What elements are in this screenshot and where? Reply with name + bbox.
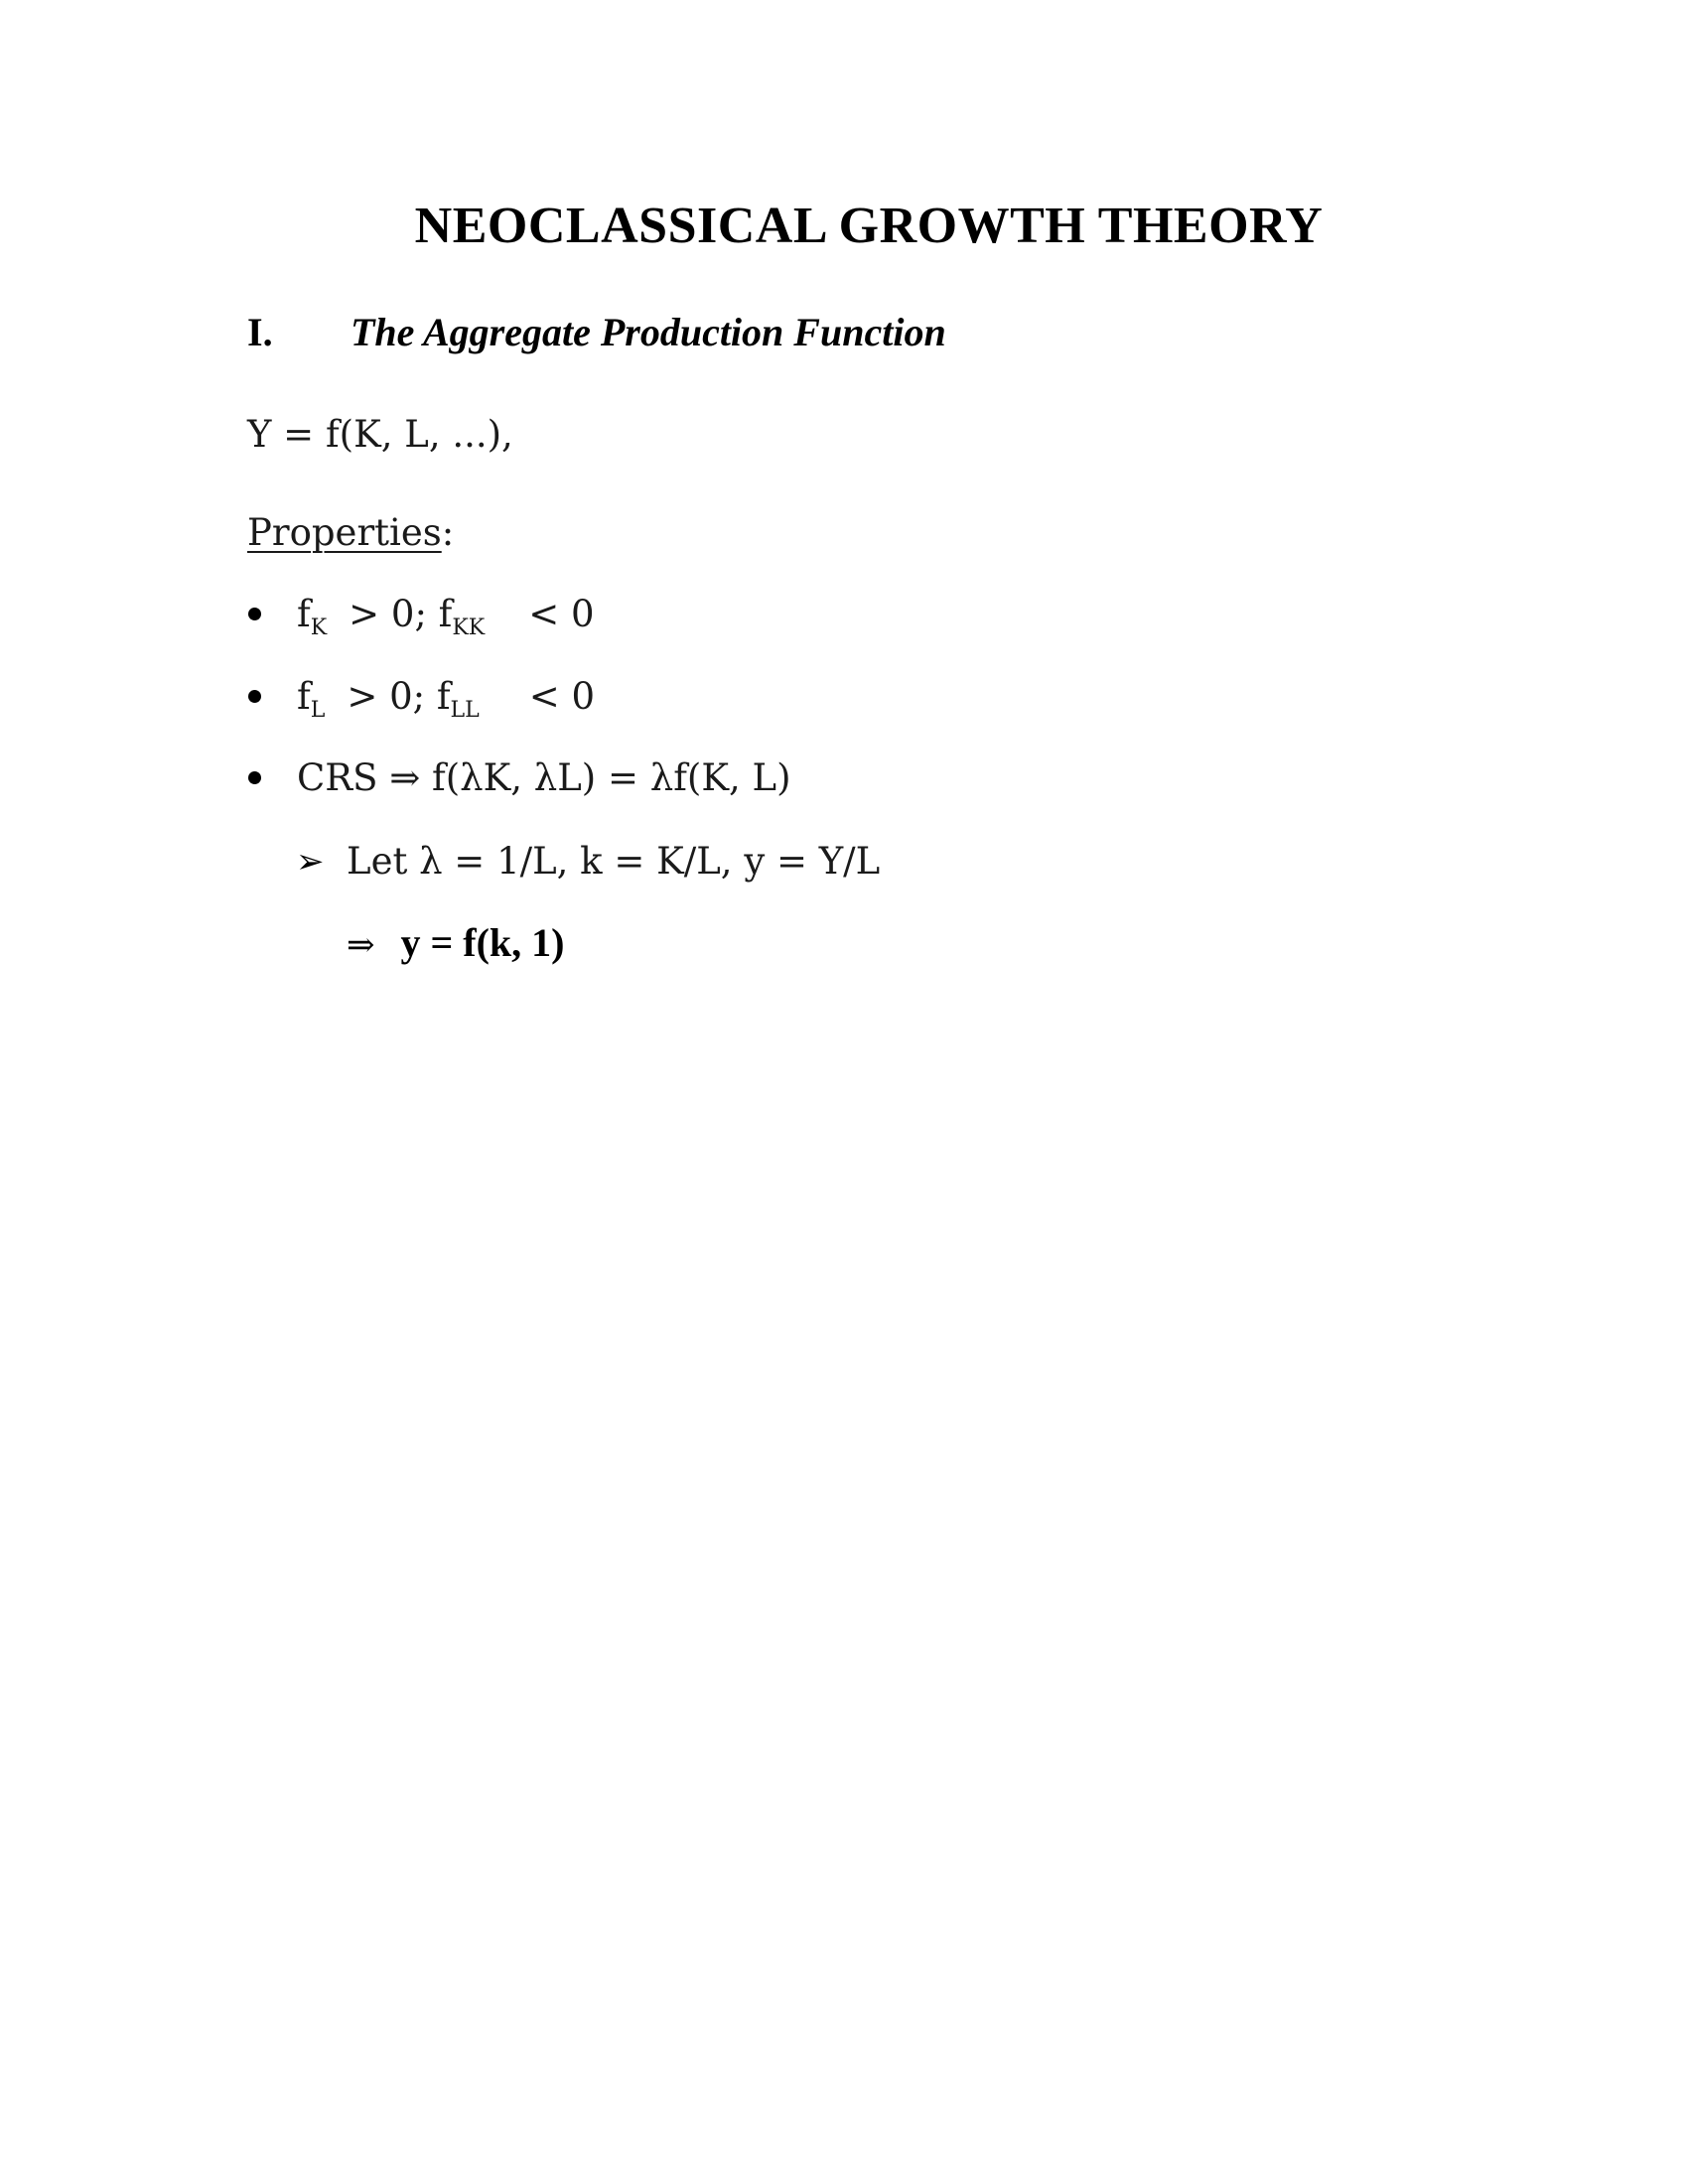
page-title	[0, 197, 1688, 256]
bullet-1-end: < 0	[528, 593, 595, 635]
bullet-icon	[248, 690, 261, 703]
page-title-text: NEOCLASSICAL GROWTH THEORY	[414, 198, 1324, 254]
arrowhead-bullet-icon: ➢	[296, 842, 325, 882]
bullet-item-capital	[297, 590, 595, 639]
bullet-1-sub2: KK	[452, 615, 486, 640]
implies-icon: ⇒	[347, 925, 375, 965]
properties-heading	[247, 508, 454, 558]
properties-label: Properties	[247, 511, 442, 554]
bullet-2-f: f	[297, 675, 311, 718]
production-function-equation: Y = f(K, L, ...),	[247, 413, 513, 456]
bullet-item-crs: CRS ⇒ f(λK, λL) = λf(K, L)	[297, 756, 791, 799]
bullet-2-mid: > 0; f	[347, 675, 451, 718]
bullet-2-end: < 0	[528, 675, 596, 718]
bullet-2-sub1: L	[310, 698, 326, 723]
bullet-icon	[248, 771, 261, 784]
result-line	[347, 918, 565, 970]
intensive-form-equation: y = f(k, 1)	[400, 920, 565, 965]
section-number: I.	[247, 310, 273, 354]
section-heading: The Aggregate Production Function	[351, 310, 946, 354]
bullet-1-mid: > 0; f	[349, 593, 453, 635]
sub-bullet-normalization: Let λ = 1/L, k = K/L, y = Y/L	[347, 840, 881, 883]
properties-colon: :	[441, 511, 455, 554]
bullet-2-sub2: LL	[450, 698, 480, 723]
bullet-1-f: f	[297, 593, 311, 635]
bullet-item-labor	[297, 672, 595, 722]
bullet-icon	[248, 608, 261, 620]
bullet-1-sub1: K	[310, 615, 328, 640]
